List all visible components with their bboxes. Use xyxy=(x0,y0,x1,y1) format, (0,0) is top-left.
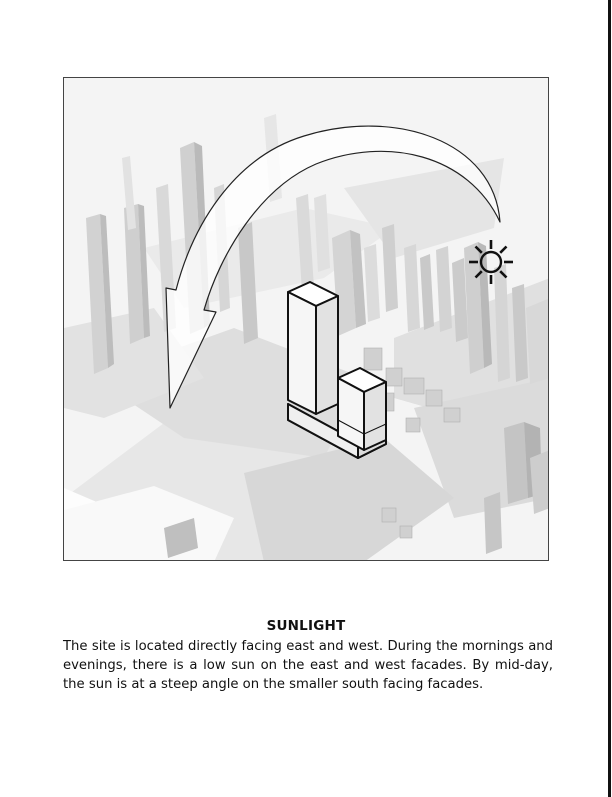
caption-body: The site is located directly facing east and west. During the mornings and evenings, there is a low sun on the east and west facades. By mid-day, the sun is at a steep angle on the smaller south facing facades. xyxy=(63,639,553,692)
page-edge-rule xyxy=(608,0,611,797)
sunlight-diagram xyxy=(63,77,549,561)
caption-title: SUNLIGHT xyxy=(266,618,346,634)
sun-icon xyxy=(469,240,513,284)
diagram-canvas xyxy=(64,78,549,561)
